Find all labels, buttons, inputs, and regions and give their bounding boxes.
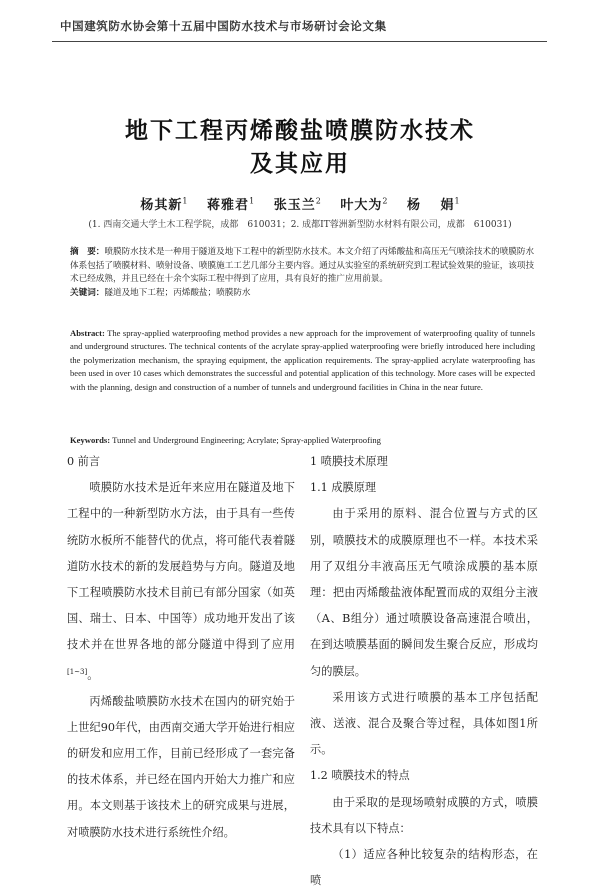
chinese-keywords <box>70 287 535 301</box>
chinese-abstract <box>70 246 535 300</box>
paragraph: 喷膜防水技术是近年来应用在隧道及地下工程中的一种新型防水方法，由于具有一些传统防水板所不能替代的优点，将可能代表着隧道防水技术的新的发展趋势与方向。隧道及地下工程喷膜防水技术目前已有部分国家（如英国、瑞士、日本、中国等）成功地开发出了该技术并在世界各地的部分隧道中得到了应用[1~3]。 <box>67 481 295 682</box>
section-heading-principle: 1 喷膜技术原理 <box>310 455 388 468</box>
subsection-heading: 1.1 成膜原理 <box>310 481 377 495</box>
running-head: 中国建筑防水协会第十五届中国防水技术与市场研讨会论文集 <box>60 19 387 33</box>
paragraph: 由于采取的是现场喷射成膜的方式，喷膜技术具有以下特点： <box>310 795 538 835</box>
chinese-abstract-body <box>70 246 535 287</box>
author: 叶大为$^2$ <box>340 196 388 213</box>
author-list <box>0 194 600 213</box>
list-item: （1）适应各种比较复杂的结构形态，在喷 <box>310 848 538 888</box>
paragraph: 由于采用的原料、混合位置与方式的区别，喷膜技术的成膜原理也不一样。本技术采用了双组分丰液高压无气喷涂成膜的基本原理：把由丙烯酸盐液体配置而成的双组分主液（A、B组分）通过喷膜设备高速混合喷出，在到达喷膜基面的瞬间发生聚合反应，形成均匀的膜层。 <box>310 507 538 678</box>
paragraph: 丙烯酸盐喷膜防水技术在国内的研究始于上世纪90年代，由西南交通大学开始进行相应的研发和应用工作，目前已经形成了一套完备的技术体系，并已经在国内开始大力推广和应用。本文则基于该技术上的研究成果与进展，对喷膜防水技术进行系统性介绍。 <box>67 694 295 839</box>
english-keywords <box>70 434 535 447</box>
keywords-text: 隧道及地下工程；丙烯酸盐；喷膜防水 <box>104 287 251 298</box>
section-heading-preface: 0 前言 <box>67 455 101 468</box>
abstract-label-en: Abstract: <box>70 328 105 338</box>
left-column <box>67 449 295 846</box>
keywords-label: 关键词： <box>70 287 105 298</box>
right-column <box>310 449 538 894</box>
abstract-label: 摘 要： <box>70 247 105 257</box>
abstract-text: 喷膜防水技术是一种用于隧道及地下工程中的新型防水技术。本文介绍了丙烯酸盐和高压无气喷涂技术的喷膜防水体系包括了喷膜材料、喷射设备、喷膜施工工艺几部分主要内容。通过从实验室的系统研究到工程试验效果的验证，该项技术已经成熟，并且已经在十余个实际工程中得到了应用，具有良好的推广应用前景。 <box>70 247 535 284</box>
subsection-heading: 1.2 喷膜技术的特点 <box>310 769 410 783</box>
paragraph: 采用该方式进行喷膜的基本工序包括配液、送液、混合及聚合等过程，具体如图1所示。 <box>310 690 538 757</box>
paper-title-line-1: 地下工程丙烯酸盐喷膜防水技术 <box>125 118 475 144</box>
header-rule <box>52 41 547 42</box>
abstract-text-en: The spray-applied waterproofing method provides a new approach for the improvement of waterproofing quality of tunnels and underground structures. The technical contents of the acrylate spray-applied waterproofing were briefly introduced here including the polymerization mechanism, the spraying equipment, the application requirements. The spray-applied acrylate waterproofing has been used in over 10 cases which demonstrates the successful and potential application of this technology. More cases will be expected with the planning, design and construction of a number of tunnels and underground facilities in China in the near future. <box>70 328 535 392</box>
citation: [1~3] <box>67 667 88 676</box>
keywords-text-en: Tunnel and Underground Engineering; Acrylate; Spray-applied Waterproofing <box>112 435 381 445</box>
author: 蒋雅君$^1$ <box>207 196 255 213</box>
author: 杨其新$^1$ <box>140 196 188 213</box>
author: 张玉兰$^2$ <box>273 196 321 213</box>
keywords-label-en: Keywords: <box>70 435 111 445</box>
paper-title-line-2: 及其应用 <box>250 151 350 177</box>
author: 杨 娟$^1$ <box>406 196 460 213</box>
affiliation: (1. 西南交通大学土木工程学院，成都 610031；2. 成都IT蓉洲新型防水材料有限公司，成都 610031) <box>88 220 512 230</box>
english-abstract <box>70 327 535 394</box>
